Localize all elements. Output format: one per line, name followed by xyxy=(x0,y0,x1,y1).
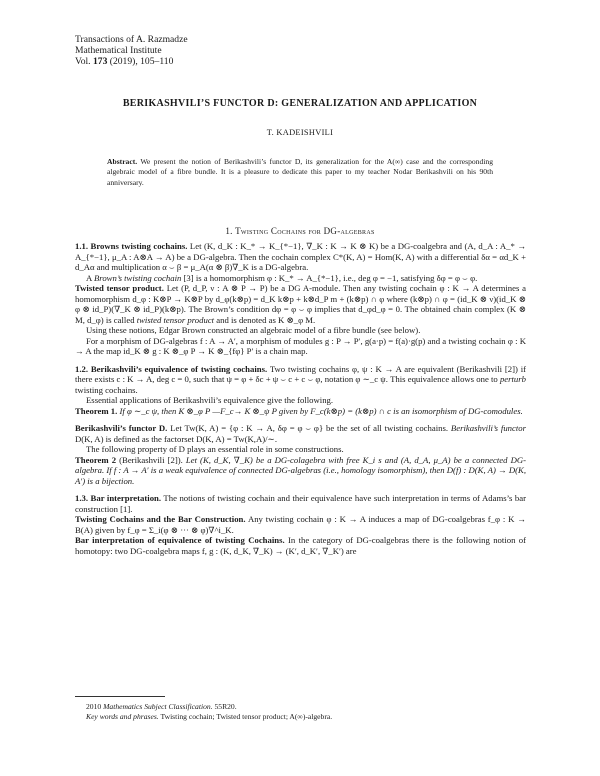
subsection-heading-1-1: 1.1. Browns twisting cochains. xyxy=(75,241,188,251)
keywords-text: Twisting cochain; Twisted tensor product; A(∞)-algebra. xyxy=(160,712,333,721)
paragraph-text: The notions of twisting cochain and their equivalence have such interpretation in terms of Adams’s bar construction [1]. xyxy=(75,493,527,514)
paragraph-berikashvili-functor xyxy=(75,423,526,444)
paragraph-berikashvili-equivalence xyxy=(75,364,526,396)
theorem-1 xyxy=(75,406,526,417)
abstract-label: Abstract. xyxy=(107,157,138,166)
subsection-heading-1-2: 1.2. Berikashvili’s equivalence of twisting cochains. xyxy=(75,363,268,374)
paragraph-browns-twisting xyxy=(75,241,526,273)
paragraph-text: twisting cochains. xyxy=(75,384,138,395)
paragraph-text: In the category of DG-coalgebras there is the following notion of homotopy: two DG-coalgebra maps f, g : (K, d_K, ∇_K) → (K′, d_K′, ∇_K′) are xyxy=(75,535,526,556)
footnote-rule xyxy=(75,696,165,697)
paragraph-functor-role: The following property of D plays an essential role in some constructions. xyxy=(86,444,344,454)
term-browns-twisting-cochain: Brown’s twisting cochain xyxy=(93,272,182,283)
paper-title: BERIKASHVILI’S FUNCTOR D: GENERALIZATION AND APPLICATION xyxy=(122,98,478,109)
paragraph-text: A xyxy=(86,272,92,283)
abstract xyxy=(107,157,493,188)
theorem-1-statement: If φ ∼_c ψ, then K ⊗_φ P —F_c→ K ⊗_ψ P given by F_c(k⊗p) = (k⊗p) ∩ c is an isomorphism of DG-comodules. xyxy=(119,405,523,416)
paragraph-bar-interpretation xyxy=(75,493,526,514)
paper-author: T. KADEISHVILI xyxy=(266,128,334,137)
paragraph-bar-equivalence xyxy=(75,535,526,556)
subsection-heading-1-3: 1.3. Bar interpretation. xyxy=(75,493,162,503)
paragraph-twisted-tensor-product xyxy=(75,283,526,325)
journal-name: Transactions of A. Razmadze xyxy=(75,34,188,45)
paragraph-text: Any twisting cochain φ : K → A induces a map of DG-coalgebras f_φ : K → B(A) given by f_φ = Σ_i(φ ⊗ ··· ⊗ φ)∇^i_K. xyxy=(75,514,526,535)
footnote-msc xyxy=(75,702,526,712)
paragraph-bar-construction xyxy=(75,514,526,535)
theorem-1-label: Theorem 1. xyxy=(75,405,118,416)
theorem-2-statement: Let (K, d_K, ∇_K) be a DG-colagebra with free K_i s and (A, d_A, μ_A) be a connected DG-algebra. If f : A → A′ is a weak equivalence of connected DG-algebras (i.e., homology isomorphism), then D(f) : D(K, A) → D(K, A′) is a bijection. xyxy=(75,454,527,486)
paragraph-applications: Essential applications of Berikashvili’s equivalence give the following. xyxy=(86,395,334,405)
section-heading: 1. Twisting Cochains for DG-algebras xyxy=(225,226,375,236)
msc-code: 55R20. xyxy=(214,702,237,711)
abstract-text: We present the notion of Berikashvili’s functor D, its generalization for the A(∞) case and the corresponding algebraic model of a fibre bundle. It is a pleasure to dedicate this paper to my teacher Nodar Berikashvili on his 90th anniversary. xyxy=(107,157,493,187)
volume-number: 173 xyxy=(92,56,108,68)
paragraph-text: D(K, A) is defined as the factorset D(K, A) = Tw(K,A)/∼. xyxy=(75,433,278,444)
term-perturb: perturb xyxy=(499,374,526,384)
paragraph-text: Let Tw(K, A) = {φ : K → A, δφ = φ ⌣ φ} be the set of all twisting cochains. xyxy=(170,423,449,433)
paragraph-heading-ttp: Twisted tensor product. xyxy=(75,283,164,293)
paragraph-text: [3] is a homomorphism φ : K_* → A_{*−1}, i.e., deg φ = −1, satisfying δφ = φ ⌣ φ. xyxy=(183,272,478,283)
journal-volume xyxy=(75,56,188,67)
paragraph-heading-bar: Twisting Cochains and the Bar Construction. xyxy=(75,514,246,524)
paragraph-text: Let (P, d_P, ν : A ⊗ P → P) be a DG A-module. Then any twisting cochain φ : K → A determines a homomorphism d_φ : K⊗P → K⊗P by d_φ(k⊗p) = d_K k⊗p + k⊗d_P m + (k⊗p) ∩ φ where (k⊗p) ∩ φ = (id_K ⊗ ν)(id_K ⊗ φ ⊗ id_P)(∇_K ⊗ id_P)(k⊗p). The Brown’s condition dφ = φ ⌣ φ implies that d_φd_φ = 0. The obtained chain complex (K ⊗ M, d_φ) is called xyxy=(75,283,527,325)
paragraph-heading-functor: Berikashvili’s functor D. xyxy=(75,423,168,433)
footnote xyxy=(75,702,526,722)
paragraph-text: Let (K, d_K : K_* → K_{*−1}, ∇_K : K → K ⊗ K) be a DG-coalgebra and (A, d_A : A_* → A_{*−1}, μ_A : A⊗A → A) be a DG-algebra. Then the cochain complex C*(K, A) = Hom(K, A) with a differential δα = αd_K + d_Aα and multiplication α ⌣ β = μ_A(α ⊗ β)∇_K is a DG-algebra. xyxy=(75,241,527,272)
paragraph-text: and is denoted as K ⊗_φ M. xyxy=(216,314,316,325)
journal-masthead xyxy=(75,34,188,68)
msc-label: Mathematics Subject Classification. xyxy=(103,702,213,711)
footnote-keywords xyxy=(75,712,526,722)
paragraph-text: Two twisting cochains φ, ψ : K → A are equivalent (Berikashvili [2]) if there exists c : K → A, deg c = 0, such that ψ = φ + δc + ψ ⌣ c + c ⌣ φ, notation φ ∼_c ψ. This equivalence allows one to xyxy=(75,363,527,384)
term-berikashvili-functor: Berikashvili’s functor xyxy=(450,423,527,433)
theorem-2-citation: (Berikashvili [2]). xyxy=(119,454,183,465)
paragraph-morphism: For a morphism of DG-algebras f : A → A′, a morphism of modules g : P → P′, g(a·p) = f(a)·g(p) and a twisting cochain φ : K → A the map id_K ⊗ g : K ⊗_φ P → K ⊗_{fφ} P′ is a chain map. xyxy=(75,335,526,356)
term-twisted-tensor-product: twisted tensor product xyxy=(136,314,215,325)
paragraph-heading-bar-equivalence: Bar interpretation of equivalence of twisting Cochains. xyxy=(75,535,285,545)
paper-body xyxy=(75,241,526,556)
paragraph-brown-definition xyxy=(75,273,526,284)
volume-prefix: Vol. xyxy=(75,56,91,68)
journal-institute: Mathematical Institute xyxy=(75,45,162,57)
theorem-2 xyxy=(75,455,526,487)
msc-year: 2010 xyxy=(86,702,102,711)
theorem-2-label: Theorem 2 xyxy=(75,454,117,465)
keywords-label: Key words and phrases. xyxy=(86,712,159,721)
paragraph-brown-model: Using these notions, Edgar Brown constructed an algebraic model of a fibre bundle (see below). xyxy=(86,325,421,335)
volume-rest: (2019), 105–110 xyxy=(109,56,174,68)
